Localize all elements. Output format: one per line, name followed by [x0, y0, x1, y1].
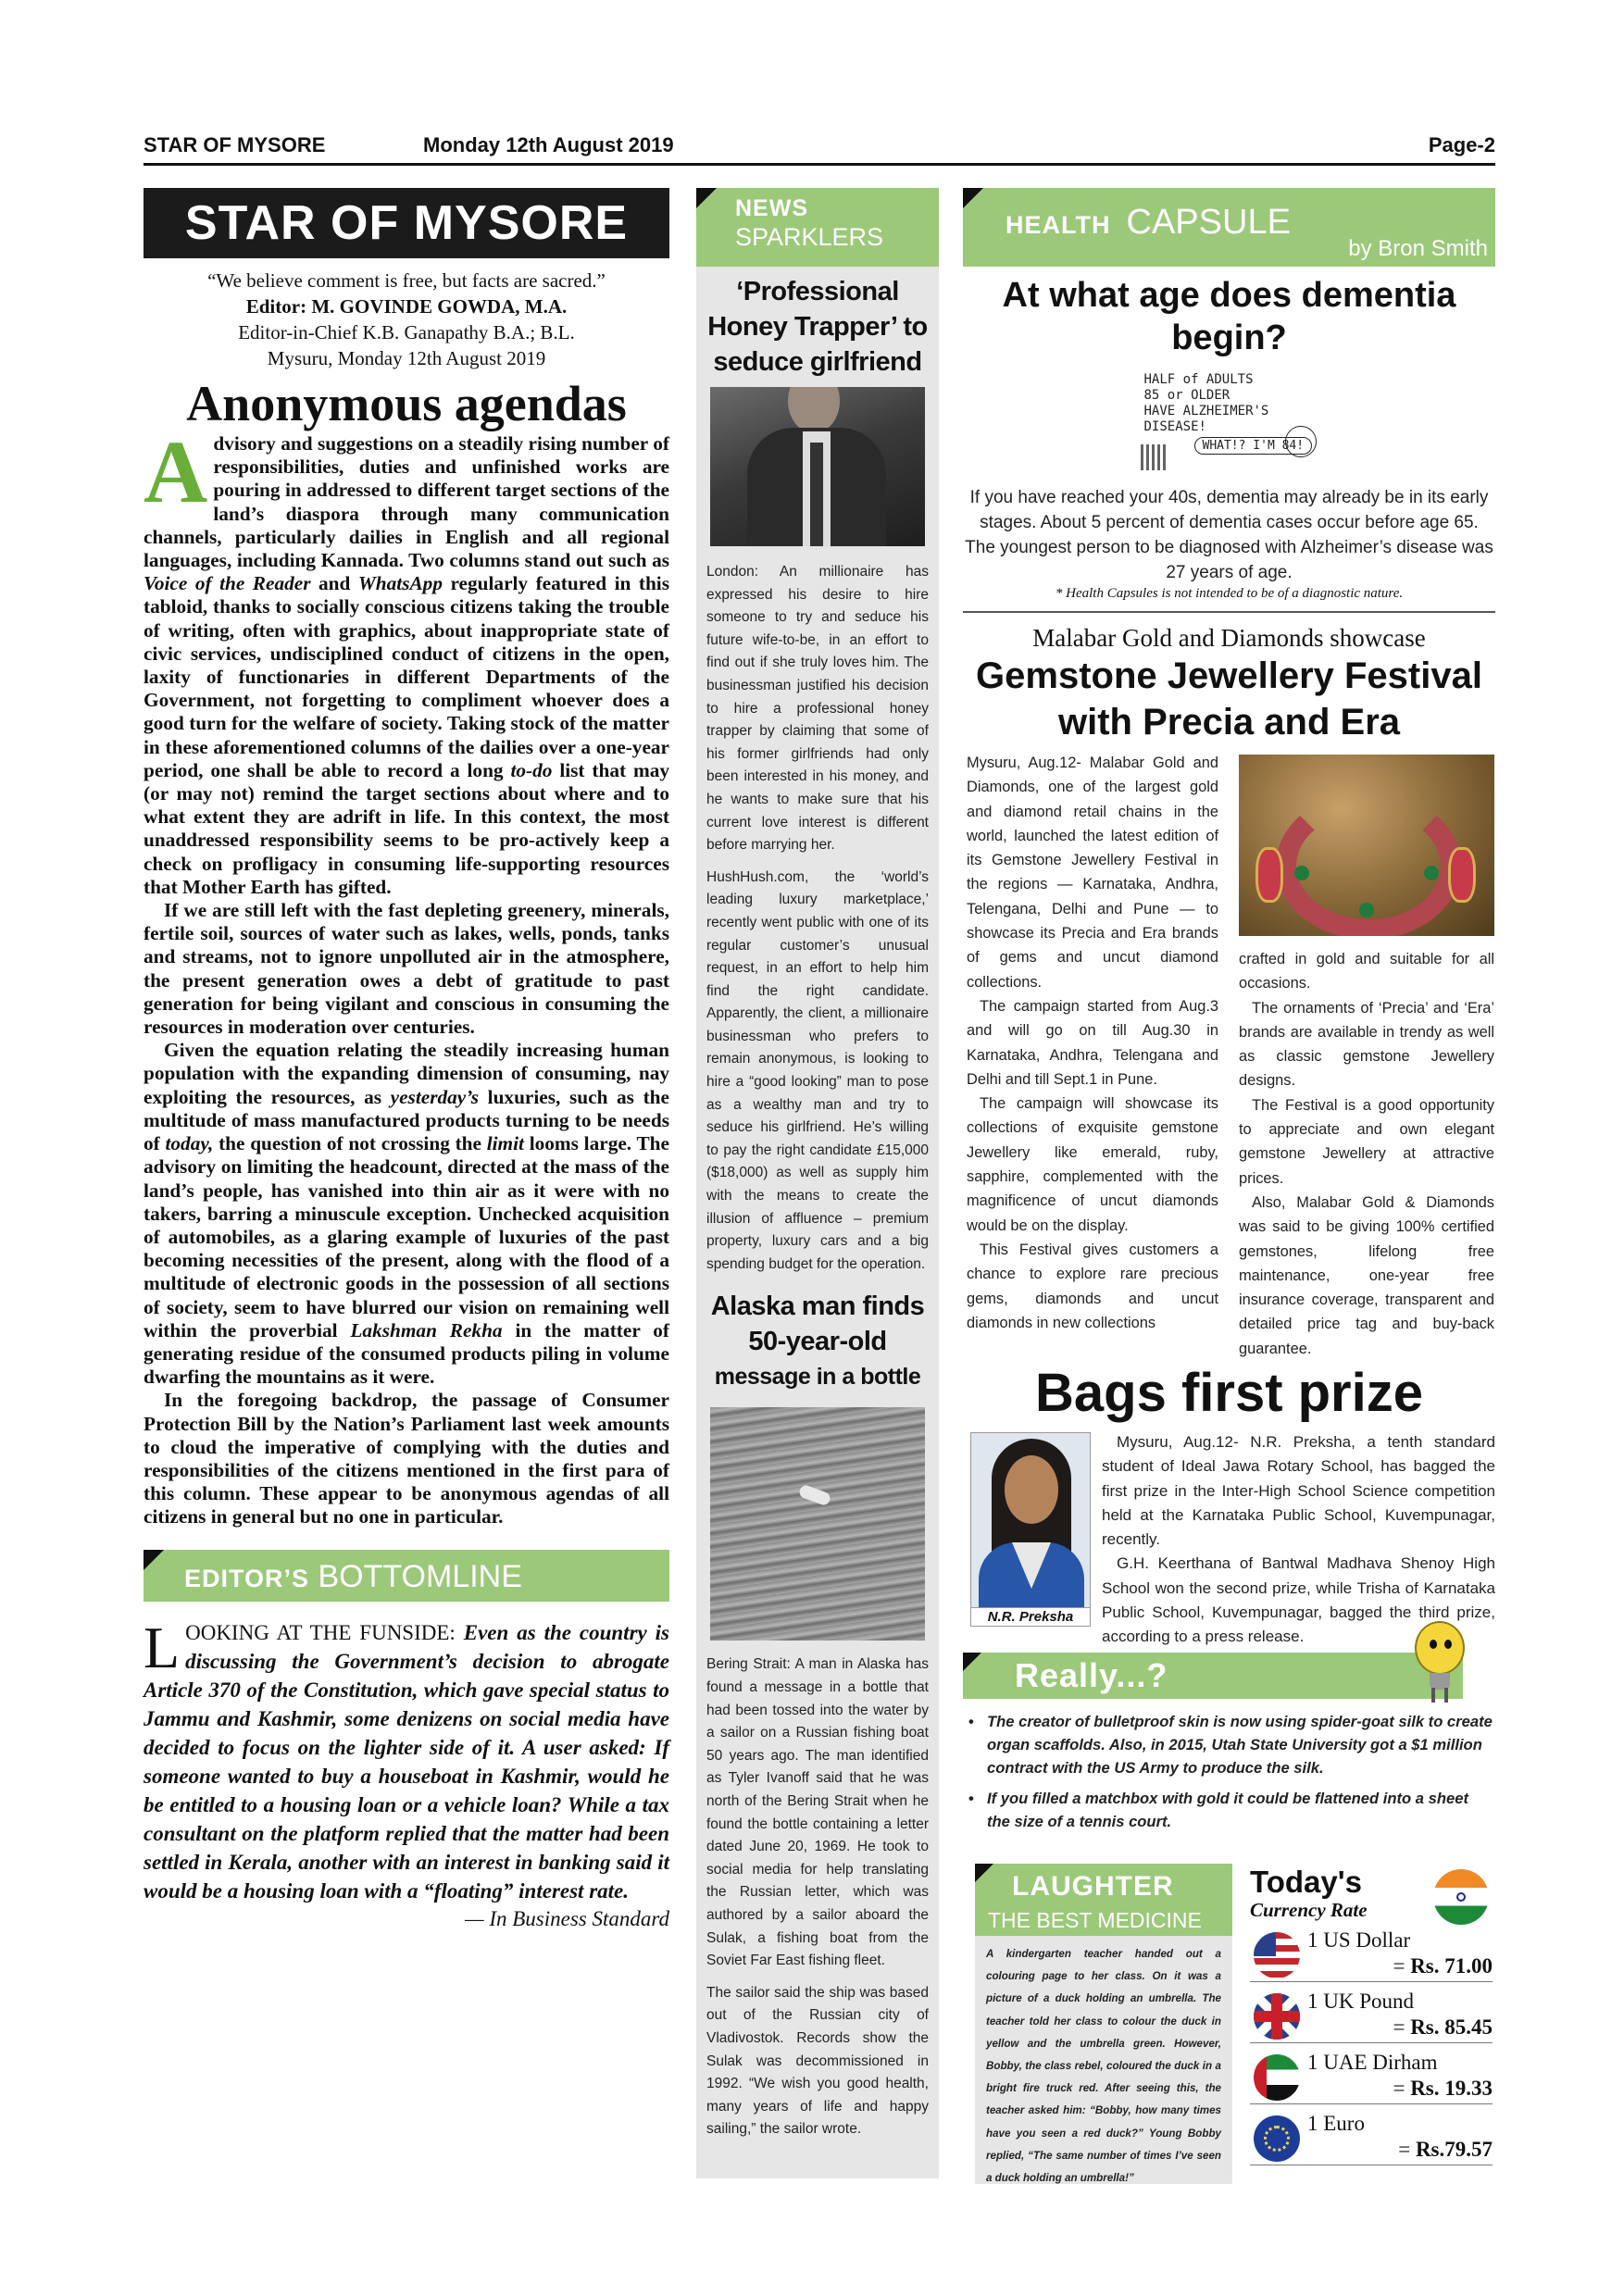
banner-title — [1006, 203, 1291, 243]
photo-caption: N.R. Preksha — [970, 1608, 1091, 1627]
drop-cap: A — [144, 422, 208, 521]
banner-bold: HEALTH — [1006, 211, 1111, 239]
cartoon-text: 85 or OLDER — [1143, 388, 1230, 403]
health-headline: At what age does dementia begin? — [1002, 276, 1456, 357]
banner-rest: CAPSULE — [1126, 203, 1291, 242]
story-paragraph: Bering Strait: A man in Alaska has found a message in a bottle that had been tossed into the water by a sailor on a Russian fishing boat 50 years ago. The man identified as Tyler Ivanoff said that he was north of the Bering Strait when he found the bottle containing a letter dated June 20, 1969. He took to social media for help translating the Russian letter, which was authored by a sailor aboard the Sulak, a fishing boat from the Soviet Far East fishing fleet. — [706, 1656, 929, 1969]
currency-unit: 1 UAE Dirham — [1307, 2051, 1438, 2074]
speech-balloon: WHAT!? I'M 84! — [1194, 437, 1313, 455]
equals-sign: = — [1393, 2015, 1411, 2039]
rate-value: Rs.79.57 — [1415, 2138, 1493, 2161]
flag-shape — [1254, 2054, 1267, 2101]
running-header-date: Monday 12th August 2019 — [423, 133, 674, 156]
health-capsule-banner — [963, 188, 1495, 267]
currency-unit: 1 Euro — [1307, 2112, 1365, 2135]
text-run: looms large. The advisory on limiting the headcount, directed at the mass of the land’s people, has vanished into thin air as it were with no takers, barring a minuscule exception. Unchecked acquisition of automobiles, as a glaring example of luxuries of the past becoming necessities of the present, along with the flood of a multitude of electronic goods in the possession of all sections of society, seem to have blurred our vision on remaining well within the proverbial — [144, 1132, 669, 1341]
text-run: regularly featured in this tabloid, thanks to socially conscious citizens taking the trouble of writing, often with graphics, about inappropriate state of civic services, undisciplined conduct of citizens in the open, laxity of functionaries in different Departments of the Government, not forgetting to compliment whoever does a good turn for the welfare of society. Taking stock of the matter in these aforementioned columns of the dailies over a one-year period, one shall be able to record a long — [144, 572, 669, 781]
earring-shape — [1448, 847, 1476, 903]
bottomline-lead: OOKING AT THE FUNSIDE: — [185, 1620, 464, 1644]
banner-rest: BOTTOMLINE — [309, 1558, 522, 1594]
lightbulb-icon — [1405, 1621, 1474, 1704]
rate-value: Rs. 19.33 — [1410, 2077, 1493, 2100]
text-run-italic: today, — [165, 1132, 214, 1155]
banner-bold: NEWS — [735, 195, 808, 221]
list-item-text: If you filled a matchbox with gold it could be flattened into a sheet the size of a tennis court. — [987, 1790, 1468, 1830]
qr-code-icon — [1141, 444, 1167, 470]
currency-row — [1250, 2112, 1493, 2165]
text-run: the question of not crossing the — [213, 1132, 487, 1155]
headline-line: message in a bottle — [714, 1364, 921, 1391]
cartoon-text: HALF of ADULTS — [1143, 372, 1254, 387]
banner-corner — [696, 188, 717, 208]
text-run-italic: yesterday’s — [390, 1085, 480, 1108]
story-paragraph: The campaign started from Aug.3 and will go on till Aug.30 in Karnataka, Andhra, Telengana and Delhi and till Sept.1 in Pune. — [967, 997, 1218, 1088]
student-photo — [970, 1432, 1091, 1608]
bottle-in-sea-photo — [710, 1407, 925, 1641]
currency-row — [1250, 2051, 1493, 2104]
news-sparklers-banner — [696, 188, 939, 267]
editorial-paragraph: If we are still left with the fast depleting greenery, minerals, fertile soil, sources of water such as lakes, wells, ponds, tanks and streams, not to ignore unpolluted air in the atmosphere, the present generation owes a debt of gratitude to past generation for being vigilant and conscious in consuming the resources in moderation over centuries. — [144, 899, 669, 1039]
bulb-shape — [1444, 1640, 1452, 1649]
laughter-box — [975, 1864, 1232, 2184]
equals-sign: = — [1393, 1954, 1411, 1978]
dementia-cartoon — [1139, 370, 1320, 474]
india-flag-icon — [1433, 1869, 1489, 1925]
jewellery-photo — [1239, 755, 1494, 936]
currency-subtitle: Currency Rate — [1250, 1899, 1368, 1921]
chakra-icon — [1456, 1892, 1466, 1902]
editorial-paragraph: In the foregoing backdrop, the passage of Consumer Protection Bill by the Nation’s Parliament last week amounts to cloud the imperative of complying with the duties and responsibilities of the citizens mentioned in the first para of this column. These appear to be anonymous agendas of all citizens in general but no one in particular. — [144, 1389, 669, 1529]
equals-sign: = — [1393, 2077, 1411, 2100]
bottomline-credit: — In Business Standard — [465, 1906, 669, 1930]
story-paragraph: Also, Malabar Gold & Diamonds was said to be giving 100% certified gemstones, lifelong free maintenance, one-year free insurance coverage, transparent and detailed price tag and buy-back guarantee. — [1239, 1193, 1494, 1357]
text-run-italic: Lakshman Rekha — [350, 1318, 503, 1341]
currency-unit: 1 US Dollar — [1307, 1928, 1411, 1952]
bottomline-body — [144, 1614, 669, 1905]
flag-canton — [1254, 1932, 1276, 1956]
bags-headline: Bags first prize — [1035, 1363, 1423, 1423]
byline: by Bron Smith — [1348, 236, 1488, 261]
story-paragraph: HushHush.com, the ‘world’s leading luxury marketplace,’ recently went public with one of its regular customer’s unusual request, in an effort to help him find the right candidate. Apparently, the client, a millionaire businessman who prefers to remain anonymous, is looking to hire a “good looking” man to pose as a wealthy man and try to seduce his girlfriend. He’s willing to pay the right candidate £15,000 ($18,000) as well as supply him with the means to create the illusion of affluence – premium property, luxury cars and a big spending budget for the operation. — [706, 868, 929, 1272]
laughter-banner — [975, 1864, 1232, 1936]
currency-title: Today's — [1250, 1865, 1362, 1899]
motto: “We believe comment is free, but facts are sacred.” — [207, 269, 606, 292]
bulb-shape — [1431, 1688, 1435, 1703]
editor-line: Editor: M. GOVINDE GOWDA, M.A. — [245, 295, 568, 318]
bulb-shape — [1430, 1640, 1437, 1649]
currency-row — [1250, 1990, 1493, 2043]
us-flag-icon — [1254, 1932, 1300, 1978]
banner-bold: EDITOR’S — [184, 1564, 310, 1592]
text-run: Given the equation relating the steadily increasing human population with the expanding dimension of consuming, nay exploiting the resources, as — [144, 1039, 669, 1108]
uk-flag-icon — [1254, 1993, 1300, 2040]
really-list — [963, 1710, 1495, 1833]
page-number: Page-2 — [1428, 133, 1495, 156]
eu-flag-icon — [1254, 2115, 1300, 2162]
story-paragraph: The ornaments of ‘Precia’ and ‘Era’ brands are available in trendy as well as classic gemstone Jewellery designs. — [1239, 999, 1494, 1090]
banner-rest: THE BEST MEDICINE — [988, 1908, 1202, 1932]
masthead-logo: STAR OF MYSORE — [144, 188, 669, 258]
header-rule — [144, 163, 1495, 166]
uae-flag-icon — [1254, 2054, 1300, 2101]
photo-shape — [810, 443, 823, 546]
drop-cap: L — [144, 1614, 181, 1680]
flag-shape — [1271, 1993, 1282, 2040]
malabar-headline: Gemstone Jewellery Festival with Precia and Era — [976, 655, 1482, 742]
currency-row — [1250, 1928, 1493, 1982]
story-headline: ‘Professional Honey Trapper’ to seduce girlfriend — [707, 277, 928, 377]
bags-body — [1102, 1430, 1495, 1650]
banner-corner — [963, 1653, 981, 1671]
earring-shape — [1255, 847, 1283, 903]
really-banner — [963, 1653, 1463, 1699]
banner-corner — [975, 1864, 993, 1882]
banner-corner — [963, 188, 983, 208]
text-run: and — [310, 572, 358, 595]
text-run-italic: Voice of the Reader — [144, 572, 311, 595]
equals-sign: = — [1398, 2138, 1416, 2161]
malabar-right-column — [1239, 947, 1494, 1361]
story-paragraph: Mysuru, Aug.12- Malabar Gold and Diamonds, one of the largest gold and diamond retail chains in the world, launched the latest edition of its Gemstone Jewellery Festival in the regions — Karnataka, Andhra, Telengana, Delhi and Pune — to showcase its Precia and Era brands of gems and uncut diamond collections. — [967, 755, 1218, 991]
story-paragraph: The sailor said the ship was based out of the Russian city of Vladivostok. Records show the Sulak was decommissioned in 1992. “We wish you good health, many years of life and happy sailing,” the sailor wrote. — [706, 1984, 929, 2138]
malabar-kicker: Malabar Gold and Diamonds showcase — [1032, 624, 1426, 652]
bullet-icon: • — [968, 1790, 974, 1807]
dateline: Mysuru, Monday 12th August 2019 — [267, 347, 546, 369]
laughter-body: A kindergarten teacher handed out a colouring page to her class. On it was a picture of a duck holding an umbrella. The teacher told her class to colour the duck in yellow and the umbrella green. However, Bobby, the class rebel, coloured the duck in a bright fire truck red. After seeing this, the teacher asked him: “Bobby, how many times have you seen a red duck?” Young Bobby replied, “The same number of times I’ve seen a duck holding an umbrella!” — [986, 1948, 1221, 2185]
editorial-column — [144, 188, 669, 1931]
banner-bold: LAUGHTER — [1012, 1871, 1174, 1902]
bullet-icon: • — [968, 1713, 974, 1730]
currency-rate — [1398, 2138, 1493, 2162]
photo-shape — [1005, 1455, 1058, 1524]
cartoon-text: HAVE ALZHEIMER'S — [1143, 404, 1269, 418]
health-disclaimer: * Health Capsules is not intended to be of a diagnostic nature. — [1055, 586, 1404, 601]
currency-unit: 1 UK Pound — [1307, 1990, 1415, 2013]
text-run-italic: WhatsApp — [357, 572, 443, 595]
editorial-title: Anonymous agendas — [186, 376, 627, 431]
flag-shape — [1264, 2126, 1290, 2152]
currency-box — [1250, 1866, 1493, 2165]
story-paragraph: London: An millionaire has expressed his desire to hire someone to try and seduce his future wife-to-be, in an effort to find out if she truly loves him. The businessman justified his decision to hire a professional honey trapper by claiming that some of his former girlfriends had only been interested in his money, and he wants to make sure that his current love interest is different before marrying her. — [706, 564, 929, 854]
story-paragraph: The campaign will showcase its collections of exquisite gemstone Jewellery like emerald, ruby, sapphire, complemented with the magnificence of uncut diamonds would be on the display. — [967, 1095, 1218, 1234]
text-run: luxuries, such as the multitude of mass manufactured products turning to be needs of — [144, 1085, 669, 1155]
editorial-info — [144, 268, 669, 371]
editorial-paragraph — [144, 1039, 669, 1389]
story-body — [696, 561, 939, 1276]
text-run: list that may (or may not) remind the target sections about where and to what extent they are adrift in life. In this context, the most unaddressed responsibility seems to be pro-actively keep a check on profligacy in consuming life-supporting resources that Mother Earth has gifted. — [144, 758, 669, 898]
bottomline-text: Even as the country is discussing the Government’s decision to abrogate Article 370 of the Constitution, which gave special status to Jammu and Kashmir, some denizens on social media have decided to focus on the lighter side of it. A user asked: If someone wanted to buy a houseboat in Kashmir, would he be entitled to a housing loan or a vehicle loan? While a tax consultant on the platform replied that the matter had been settled in Kerala, another with an interest in banking said it would be a housing loan with a “floating” interest rate. — [144, 1620, 669, 1903]
story-paragraph: G.H. Keerthana of Bantwal Madhava Shenoy High School won the second prize, while Trisha of Karnataka Public School, Kuvempunagar, bagged the third prize, according to a press release. — [1102, 1554, 1495, 1646]
rate-value: Rs. 85.45 — [1410, 2015, 1493, 2039]
currency-rate — [1393, 2077, 1493, 2101]
editor-in-chief-line: Editor-in-Chief K.B. Ganapathy B.A.; B.L. — [238, 321, 575, 343]
text-run: dvisory and suggestions on a steadily rising number of responsibilities, duties and unfinished works are pouring in addressed to different target sections of the land’s diaspora through many communication channels, particularly dailies in English and all regional languages, including Kannada. Two columns stand out such as — [144, 432, 669, 572]
section-rule — [963, 611, 1495, 613]
story-headline — [696, 1289, 939, 1394]
malabar-left-column — [967, 751, 1218, 1335]
gem-shape — [1424, 866, 1439, 880]
bags-story — [963, 1423, 1495, 1645]
story-paragraph: crafted in gold and suitable for all occasions. — [1239, 951, 1494, 992]
bottle-shape — [798, 1484, 832, 1507]
running-header — [144, 133, 1495, 165]
list-item — [963, 1787, 1495, 1833]
text-run: in the matter of generating residue of the consumed products piling in volume dwarfing the mountains as it were. — [144, 1318, 670, 1389]
news-sparklers-column — [696, 188, 939, 2178]
story-body — [696, 1653, 939, 2140]
bulb-shape — [1415, 1621, 1465, 1675]
bottomline-banner-title — [184, 1559, 522, 1595]
gem-shape — [1359, 903, 1374, 917]
malabar-story — [963, 751, 1495, 1362]
bulb-shape — [1444, 1688, 1448, 1703]
health-body: If you have reached your 40s, dementia may already be in its early stages. About 5 percent of dementia cases occur before age 65. The youngest person to be diagnosed with Alzheimer’s disease was 27 years of age. — [965, 488, 1493, 582]
editorial-paragraph — [144, 422, 669, 899]
cartoon-text: DISEASE! — [1143, 419, 1206, 434]
list-item-text: The creator of bulletproof skin is now using spider-goat silk to create organ scaffolds. Also, in 2015, Utah State University got a $1 million contract with the US Army to produce the silk. — [987, 1713, 1493, 1777]
story-paragraph: The Festival is a good opportunity to appreciate and own elegant gemstone Jewellery at attractive prices. — [1239, 1096, 1494, 1187]
businessman-photo — [710, 387, 925, 546]
currency-rate — [1393, 1954, 1493, 1978]
banner-corner — [144, 1550, 164, 1570]
right-column — [963, 188, 1495, 2185]
really-banner-title: Really...? — [1015, 1656, 1168, 1694]
list-item — [963, 1710, 1495, 1779]
banner-rest: SPARKLERS — [735, 223, 884, 251]
story-paragraph: This Festival gives customers a chance to explore rare precious gems, diamonds and uncut diamonds in new collections — [967, 1241, 1218, 1331]
text-run-italic: limit — [486, 1132, 524, 1155]
face-icon — [1285, 426, 1317, 457]
gem-shape — [1294, 866, 1309, 880]
text-run-italic: to-do — [510, 758, 553, 781]
rate-value: Rs. 71.00 — [1410, 1954, 1493, 1978]
currency-rate — [1393, 2015, 1493, 2040]
story-paragraph: Mysuru, Aug.12- N.R. Preksha, a tenth standard student of Ideal Jawa Rotary School, has bagged the first prize in the Inter-High School Science competition held at the Karnataka Public School, Kuvempunagar, recently. — [1102, 1433, 1495, 1549]
editorial-body — [144, 422, 670, 1529]
bottomline-banner — [144, 1550, 669, 1602]
running-header-name: STAR OF MYSORE — [144, 133, 326, 156]
photo-shape — [788, 387, 840, 433]
headline-line: Alaska man finds 50-year-old — [710, 1292, 925, 1357]
